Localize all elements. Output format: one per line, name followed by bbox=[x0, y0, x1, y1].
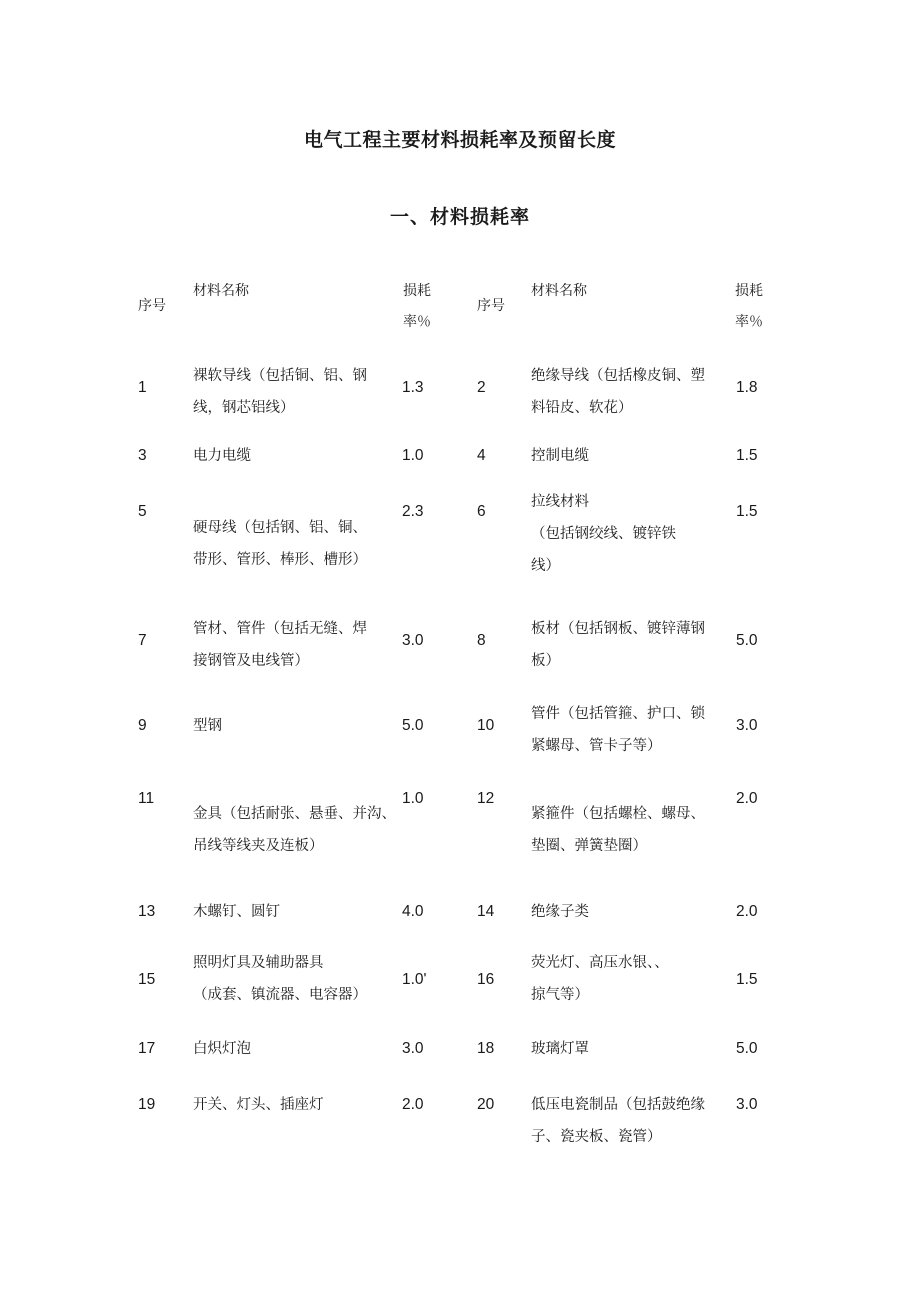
material-name-line: 垫圈、弹簧垫圈） bbox=[531, 838, 647, 854]
material-name-line: 板） bbox=[531, 653, 560, 669]
seq-cell: 14 bbox=[477, 903, 495, 920]
seq-cell: 9 bbox=[138, 717, 147, 734]
loss-rate-cell: 5.0 bbox=[736, 1040, 758, 1057]
header-rate-right-line1: 损耗 bbox=[735, 283, 763, 299]
loss-rate-cell: 3.0 bbox=[402, 1040, 424, 1057]
material-name-line: 紧箍件（包括螺栓、螺母、 bbox=[531, 806, 705, 822]
seq-cell: 7 bbox=[138, 632, 147, 649]
material-name-line: 紧螺母、管卡子等） bbox=[531, 738, 662, 754]
header-rate-right-line2: 率％ bbox=[735, 314, 763, 330]
material-name-line: 料铅皮、软花） bbox=[531, 400, 633, 416]
seq-cell: 19 bbox=[138, 1096, 156, 1113]
loss-rate-cell: 1.5 bbox=[736, 503, 758, 520]
material-name-cell bbox=[531, 1089, 736, 1153]
seq-cell: 5 bbox=[138, 503, 147, 520]
header-seq-right: 序号 bbox=[477, 298, 505, 314]
material-name-cell bbox=[193, 512, 398, 576]
material-name-cell bbox=[193, 1033, 398, 1065]
loss-rate-cell: 1.0 bbox=[402, 447, 424, 464]
material-name-line: 型钢 bbox=[193, 718, 222, 734]
material-name-line: 白炽灯泡 bbox=[193, 1041, 251, 1057]
material-name-line: 子、瓷夹板、瓷管） bbox=[531, 1129, 662, 1145]
seq-cell: 11 bbox=[138, 790, 155, 807]
loss-rate-cell: 1.3 bbox=[402, 379, 424, 396]
loss-rate-cell: 2.0 bbox=[402, 1096, 424, 1113]
loss-rate-cell: 3.0 bbox=[402, 632, 424, 649]
material-name-line: 木螺钉、圆钉 bbox=[193, 904, 280, 920]
loss-rate-cell: 1.0' bbox=[402, 971, 427, 988]
section-title: 一、材料损耗率 bbox=[389, 206, 530, 228]
material-name-line: 控制电缆 bbox=[531, 448, 589, 464]
seq-cell: 8 bbox=[477, 632, 486, 649]
material-name-cell bbox=[193, 1089, 398, 1121]
material-name-line: 线） bbox=[531, 558, 560, 574]
header-rate-left-line1: 损耗 bbox=[403, 283, 431, 299]
material-name-line: 掠气等） bbox=[531, 987, 589, 1003]
material-name-line: 吊线等线夹及连板） bbox=[193, 838, 324, 854]
loss-rate-cell: 1.8 bbox=[736, 379, 758, 396]
material-name-line: 裸软导线（包括铜、铝、钢 bbox=[193, 368, 367, 384]
material-name-line: 管件（包括管箍、护口、锁 bbox=[531, 706, 705, 722]
material-name-line: （包括钢绞线、镀锌铁 bbox=[531, 526, 676, 542]
seq-cell: 6 bbox=[477, 503, 486, 520]
loss-rate-cell: 1.0 bbox=[402, 790, 424, 807]
loss-rate-cell: 5.0 bbox=[736, 632, 758, 649]
seq-cell: 3 bbox=[138, 447, 147, 464]
loss-rate-cell: 2.0 bbox=[736, 790, 758, 807]
loss-rate-cell: 3.0 bbox=[736, 1096, 758, 1113]
material-name-cell bbox=[531, 613, 736, 677]
material-name-cell bbox=[193, 896, 398, 928]
material-name-cell bbox=[193, 360, 398, 424]
material-name-line: 绝缘导线（包括橡皮铜、塑 bbox=[531, 368, 705, 384]
header-seq-left: 序号 bbox=[138, 298, 166, 314]
material-name-line: 绝缘子类 bbox=[531, 904, 589, 920]
material-name-line: 接钢管及电线管） bbox=[193, 653, 309, 669]
material-name-cell bbox=[193, 613, 398, 677]
seq-cell: 20 bbox=[477, 1096, 495, 1113]
material-name-line: 金具（包括耐张、悬垂、并沟、 bbox=[193, 806, 396, 822]
material-name-cell bbox=[531, 1033, 736, 1065]
material-name-line: 硬母线（包括钢、铝、铜、 bbox=[193, 520, 367, 536]
seq-cell: 17 bbox=[138, 1040, 156, 1057]
loss-rate-cell: 2.0 bbox=[736, 903, 758, 920]
material-name-line: 带形、管形、棒形、槽形） bbox=[193, 552, 367, 568]
material-name-cell bbox=[531, 798, 736, 862]
material-name-cell bbox=[531, 360, 736, 424]
material-name-cell bbox=[193, 710, 398, 742]
document-title: 电气工程主要材料损耗率及预留长度 bbox=[303, 129, 616, 151]
header-name-right: 材料名称 bbox=[531, 283, 587, 299]
loss-rate-cell: 1.5 bbox=[736, 971, 758, 988]
seq-cell: 4 bbox=[477, 447, 486, 464]
material-name-cell bbox=[531, 947, 736, 1011]
material-name-line: 荧光灯、高压水银、、 bbox=[531, 955, 669, 971]
loss-rate-cell: 2.3 bbox=[402, 503, 424, 520]
material-name-line: 拉线材料 bbox=[531, 494, 589, 510]
seq-cell: 13 bbox=[138, 903, 156, 920]
seq-cell: 10 bbox=[477, 717, 495, 734]
material-name-cell bbox=[193, 798, 398, 862]
seq-cell: 1 bbox=[138, 379, 147, 396]
header-rate-left-line2: 率％ bbox=[403, 314, 431, 330]
material-name-line: 开关、灯头、插座灯 bbox=[193, 1097, 324, 1113]
seq-cell: 2 bbox=[477, 379, 486, 396]
loss-rate-cell: 3.0 bbox=[736, 717, 758, 734]
material-name-cell bbox=[531, 440, 736, 472]
seq-cell: 16 bbox=[477, 971, 495, 988]
seq-cell: 12 bbox=[477, 790, 495, 807]
material-name-cell bbox=[531, 698, 736, 762]
material-name-line: 玻璃灯罩 bbox=[531, 1041, 589, 1057]
material-name-cell bbox=[531, 486, 736, 582]
loss-rate-cell: 4.0 bbox=[402, 903, 424, 920]
seq-cell: 18 bbox=[477, 1040, 495, 1057]
material-name-cell bbox=[193, 947, 398, 1011]
loss-rate-cell: 1.5 bbox=[736, 447, 758, 464]
header-name-left: 材料名称 bbox=[193, 283, 249, 299]
seq-cell: 15 bbox=[138, 971, 156, 988]
material-name-line: 照明灯具及辅助器具 bbox=[193, 955, 324, 971]
material-name-cell bbox=[531, 896, 736, 928]
material-name-line: 板材（包括钢板、镀锌薄钢 bbox=[531, 621, 705, 637]
material-name-line: 管材、管件（包括无缝、焊 bbox=[193, 621, 367, 637]
material-name-line: 低压电瓷制品（包括鼓绝缘 bbox=[531, 1097, 705, 1113]
material-name-line: 电力电缆 bbox=[193, 448, 251, 464]
material-name-cell bbox=[193, 440, 398, 472]
material-name-line: （成套、镇流器、电容器） bbox=[193, 987, 367, 1003]
material-name-line: 线，钢芯铝线） bbox=[193, 400, 295, 416]
loss-rate-cell: 5.0 bbox=[402, 717, 424, 734]
